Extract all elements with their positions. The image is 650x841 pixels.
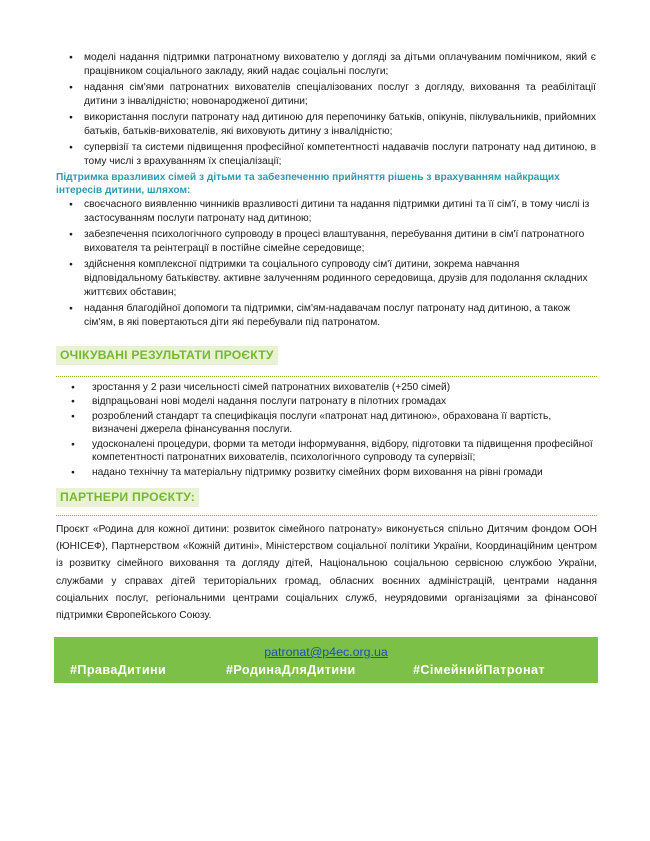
section-heading: Підтримка вразливих сімей з дітьми та забезпеченню прийняття рішень з врахуванням найкращих інтересів дитини, шляхом:	[56, 172, 560, 196]
hashtag: #ПраваДитини	[70, 663, 167, 677]
list-item: ● надання сім'ями патронатних вихователів спеціалізованих послуг з догляду, виховання та реабілітації дитини з інвалідністю; новонародженої дитини;	[84, 81, 596, 109]
list-item: ● розроблений стандарт та специфікація послуги «патронат над дитиною», обрахована її вартість, визначені джерела фінансування послуги.	[92, 410, 597, 437]
divider	[56, 376, 597, 377]
hashtags	[54, 661, 598, 679]
hashtag: #РодинаДляДитини	[226, 663, 356, 677]
email-link[interactable]: patronat@p4ec.org.ua	[264, 645, 388, 659]
list-item: ● використання послуги патронату над дитиною для перепочинку батьків, опікунів, піклувальників, прийомних батьків, батьків-вихователів, які виховують дитину з інвалідністю;	[84, 111, 596, 139]
results-list	[92, 381, 597, 480]
list-item: ● удосконалені процедури, форми та методи інформування, відбору, підготовки та підвищення професійної компетентності патронатних вихователів, психологічного супроводу та супервізії;	[92, 438, 597, 465]
list-item: ● відпрацьовані нові моделі надання послуги патронату в пілотних громадах	[92, 395, 597, 409]
list-item: ● здійснення комплексної підтримки та соціального супроводу сім'ї дитини, зокрема навчання відповідальному батьківству. активне залученням родинного середовища, друзів для подолання складних життєвих обставин;	[84, 258, 596, 301]
divider	[56, 515, 597, 516]
family-support-list	[84, 198, 596, 332]
hashtag: #СімейнийПатронат	[413, 663, 545, 677]
list-item: ● надання благодійної допомоги та підтримки, сім'ям-надавачам послуг патронату над дитиною, а також сім'ям, в які повертаються діти які перебували під патронатом.	[84, 302, 596, 330]
list-item: ● своєчасного виявленню чинників вразливості дитини та надання підтримки дитині та її сім'ї, в тому числі із застосуванням послуги патронату над дитиною;	[84, 198, 596, 226]
list-item: ● надано технічну та матеріальну підтримку розвитку сімейних форм виховання на рівні громади	[92, 466, 597, 480]
list-item: ● забезпечення психологічного супроводу в процесі влаштування, перебування дитини в сім'ї патронатного вихователя та реінтеграції в постійне сімейне середовище;	[84, 228, 596, 256]
list-item: ● супервізії та системи підвищення професійної компетентності надавачів послуги патронату над дитиною, в тому числі з врахуванням їх спеціалізації;	[84, 141, 596, 169]
results-heading: ОЧІКУВАНІ РЕЗУЛЬТАТИ ПРОЄКТУ	[56, 346, 278, 365]
list-item: ● зростання у 2 рази чисельності сімей патронатних вихователів (+250 сімей)	[92, 381, 597, 395]
list-item: ● моделі надання підтримки патронатному вихователю у догляді за дітьми оплачуваним помічником, який є працівником соціального закладу, який надає соціальні послуги;	[84, 51, 596, 79]
support-models-list	[84, 51, 596, 171]
partners-heading: ПАРТНЕРИ ПРОЄКТУ:	[56, 488, 199, 507]
footer-banner	[54, 637, 598, 683]
partners-paragraph: Проєкт «Родина для кожної дитини: розвиток сімейного патронату» виконується спільно Дитячим фондом ООН (ЮНІСЕФ), Партнерством «Кожній дитині», Міністерством соціальної політики України, Координаційним центром із розвитку сімейного виховання та догляду дітей, Національною соціальною сервісною службою України, службами у справах дітей територіальних громад, обласних воєнних адміністрацій, центрами надання соціальних послуг, регіональними центрами соціальних служб, неурядовими організаціями за фінансової підтримки Європейського Союзу.	[56, 524, 597, 622]
